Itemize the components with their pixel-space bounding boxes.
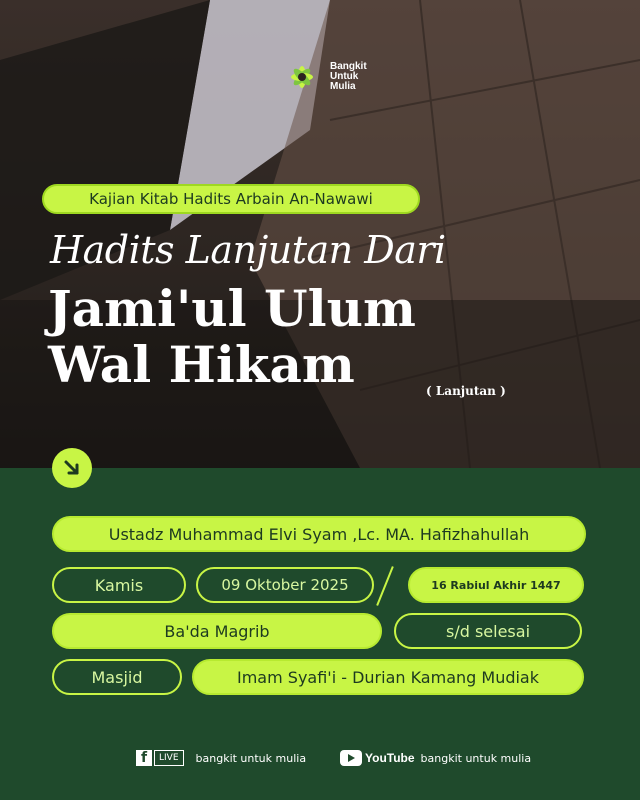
footer	[0, 748, 640, 772]
logo-mark-icon	[280, 55, 324, 99]
facebook-link[interactable]	[136, 750, 306, 766]
title-line: Wal Hikam	[48, 335, 355, 394]
title-line: Jami'ul Ulum	[48, 279, 416, 338]
facebook-name: bangkit untuk mulia	[195, 751, 307, 765]
youtube-play-icon	[340, 750, 362, 766]
day-badge: Kamis	[52, 567, 186, 603]
brand-line: Untuk	[330, 71, 359, 82]
time-end-badge: s/d selesai	[394, 613, 582, 649]
page-title	[48, 281, 416, 393]
hijri-date-badge: 16 Rabiul Akhir 1447	[408, 567, 584, 603]
live-badge: LIVE	[154, 750, 184, 766]
date-badge: 09 Oktober 2025	[196, 567, 374, 603]
youtube-name: bangkit untuk mulia	[420, 751, 532, 765]
brand-logo	[280, 55, 367, 99]
facebook-icon: f	[136, 750, 152, 766]
topic-badge: Kajian Kitab Hadits Arbain An-Nawawi	[42, 184, 420, 214]
youtube-link[interactable]	[340, 750, 531, 766]
title-note: ( Lanjutan )	[426, 384, 506, 398]
speaker-badge: Ustadz Muhammad Elvi Syam ,Lc. MA. Hafizhahullah	[52, 516, 586, 552]
brand-line: Mulia	[330, 81, 356, 92]
venue-label-badge: Masjid	[52, 659, 182, 695]
arrow-down-right-icon	[52, 448, 92, 488]
brand-name	[330, 62, 367, 92]
venue-badge: Imam Syafi'i - Durian Kamang Mudiak	[192, 659, 584, 695]
subtitle: Hadits Lanjutan Dari	[50, 228, 446, 272]
time-start-badge: Ba'da Magrib	[52, 613, 382, 649]
youtube-wordmark: YouTube	[365, 751, 415, 765]
brand-line: Bangkit	[330, 61, 367, 72]
